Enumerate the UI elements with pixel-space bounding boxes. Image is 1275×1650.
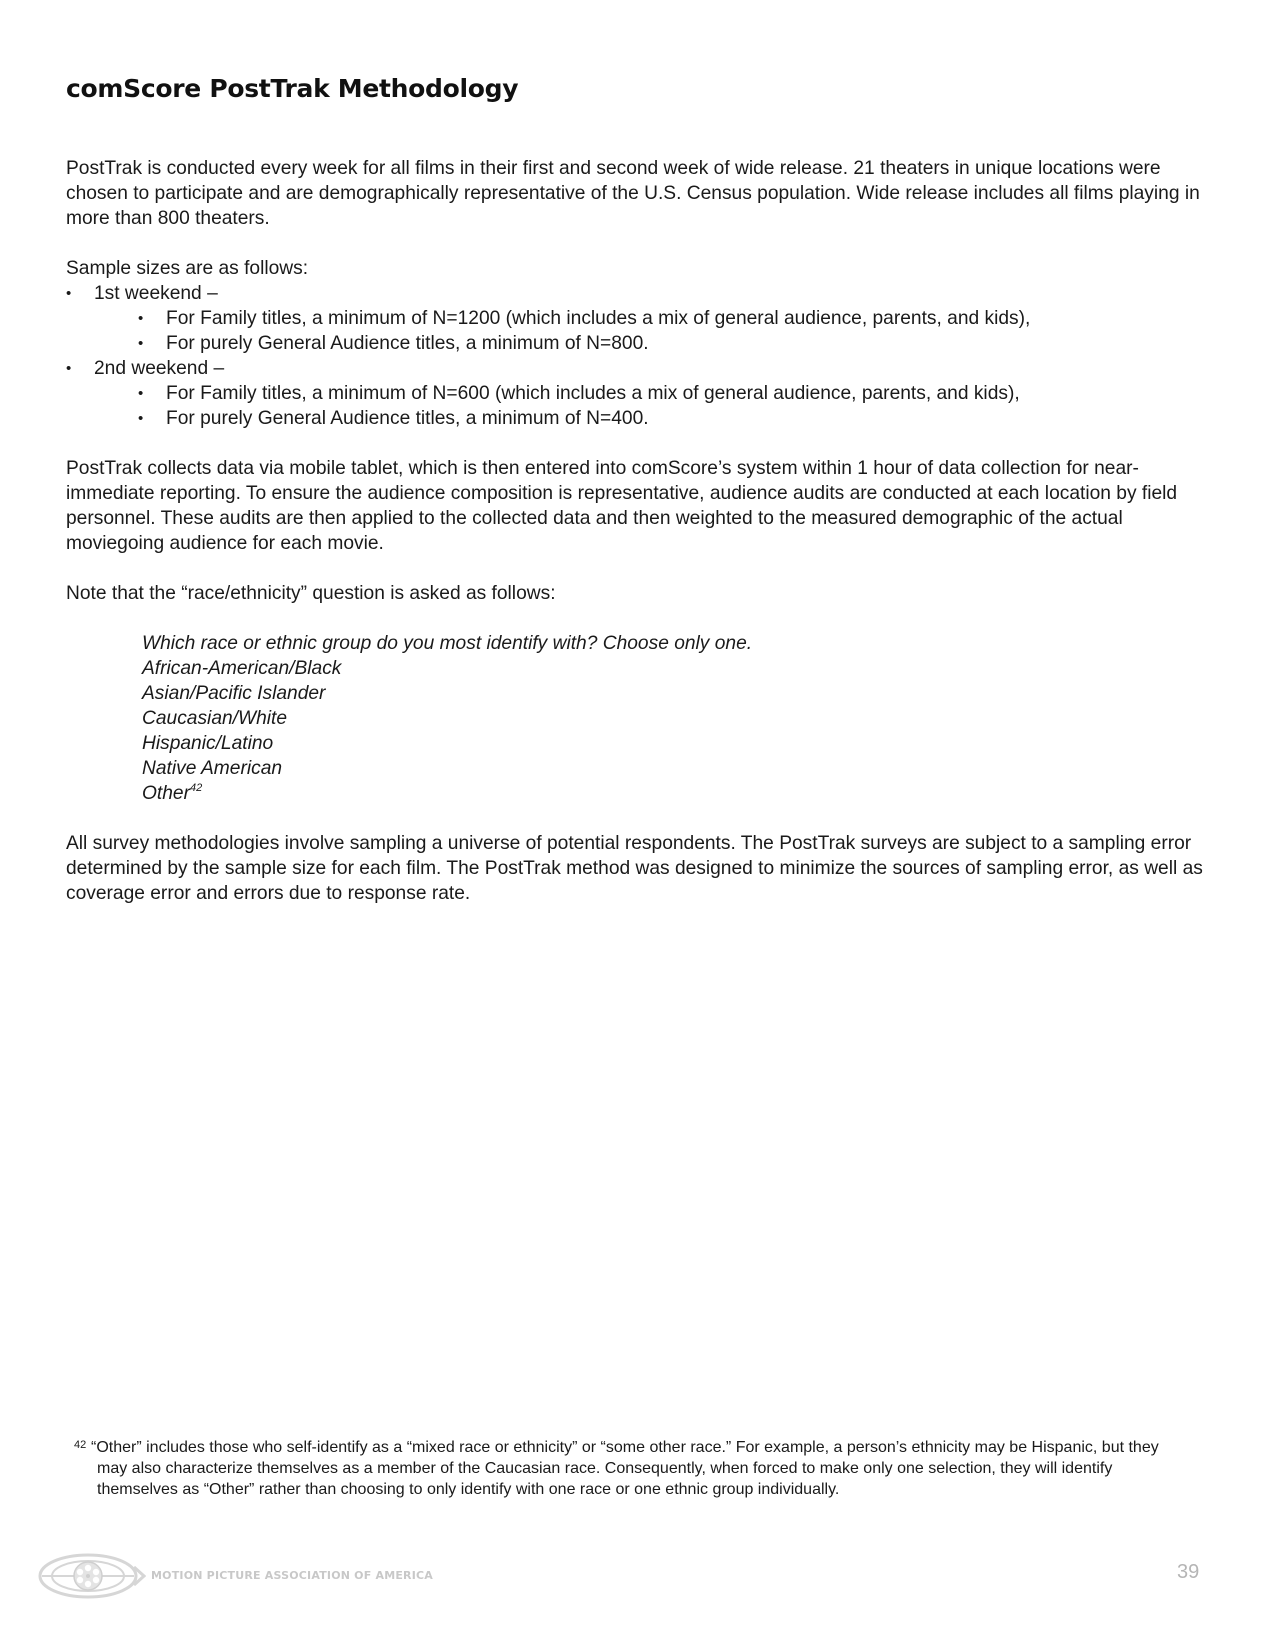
race-note: Note that the “race/ethnicity” question is asked as follows: — [66, 583, 556, 604]
race-option: Other — [142, 783, 190, 804]
race-option: Asian/Pacific Islander — [142, 683, 326, 704]
sample-sizes-heading: Sample sizes are as follows: — [66, 258, 309, 279]
race-option: Hispanic/Latino — [142, 733, 274, 754]
list-item: • For Family titles, a minimum of N=600 (which includes a mix of general audience, parents, and kids), — [66, 381, 1216, 406]
sample-sizes-list — [66, 281, 1216, 431]
weekend-label: 1st weekend – — [94, 283, 218, 304]
collection-paragraph: PostTrak collects data via mobile tablet, which is then entered into comScore’s system within 1 hour of data collection for near-immediate reporting. To ensure the audience composition is representative, audience audits are conducted at each location by field personnel. These audits are then applied to the collected data and then weighted to the measured demographic of the actual moviegoing audience for each movie. — [66, 458, 1178, 554]
main-content — [66, 156, 1216, 906]
list-item: • For purely General Audience titles, a minimum of N=400. — [66, 406, 1216, 431]
race-option-other — [142, 781, 1216, 806]
page-title: comScore PostTrak Methodology — [66, 74, 519, 103]
weekend-label: 2nd weekend – — [94, 358, 225, 379]
intro-paragraph: PostTrak is conducted every week for all films in their first and second week of wide release. 21 theaters in unique locations were chosen to participate and are demographically representative of the U.S. Census population. Wide release includes all films playing in more than 800 theaters. — [66, 158, 1200, 229]
footnote-text: “Other” includes those who self-identify as a “mixed race or ethnicity” or “some other race.” For example, a person’s ethnicity may be Hispanic, but they may also characterize themselves as a member of the Caucasian race. Consequently, when forced to make only one selection, they will identify themselves as “Other” rather than choosing to only identify with one race or one ethnic group individually. — [91, 1439, 1159, 1498]
footnote — [74, 1437, 1189, 1500]
list-item — [66, 356, 1216, 431]
footnote-reference[interactable]: 42 — [190, 782, 203, 794]
footnote-number: 42 — [74, 1439, 87, 1451]
page-footer — [38, 1553, 1238, 1603]
sub-list — [66, 381, 1216, 431]
race-option: African-American/Black — [142, 658, 342, 679]
race-option: Native American — [142, 758, 283, 779]
sub-list — [66, 306, 1216, 356]
race-option: Caucasian/White — [142, 708, 288, 729]
race-question-prompt: Which race or ethnic group do you most identify with? Choose only one. — [142, 633, 753, 654]
organization-name: MOTION PICTURE ASSOCIATION OF AMERICA — [151, 1569, 433, 1582]
list-item: • For Family titles, a minimum of N=1200 (which includes a mix of general audience, parents, and kids), — [66, 306, 1216, 331]
page-number: 39 — [1177, 1561, 1200, 1583]
race-question-block — [66, 631, 1216, 806]
mpaa-globe-film-reel-icon — [38, 1553, 146, 1603]
list-item: • For purely General Audience titles, a minimum of N=800. — [66, 331, 1216, 356]
sampling-paragraph: All survey methodologies involve sampling a universe of potential respondents. The PostTrak surveys are subject to a sampling error determined by the sample size for each film. The PostTrak method was designed to minimize the sources of sampling error, as well as coverage error and errors due to response rate. — [66, 833, 1203, 904]
list-item — [66, 281, 1216, 356]
